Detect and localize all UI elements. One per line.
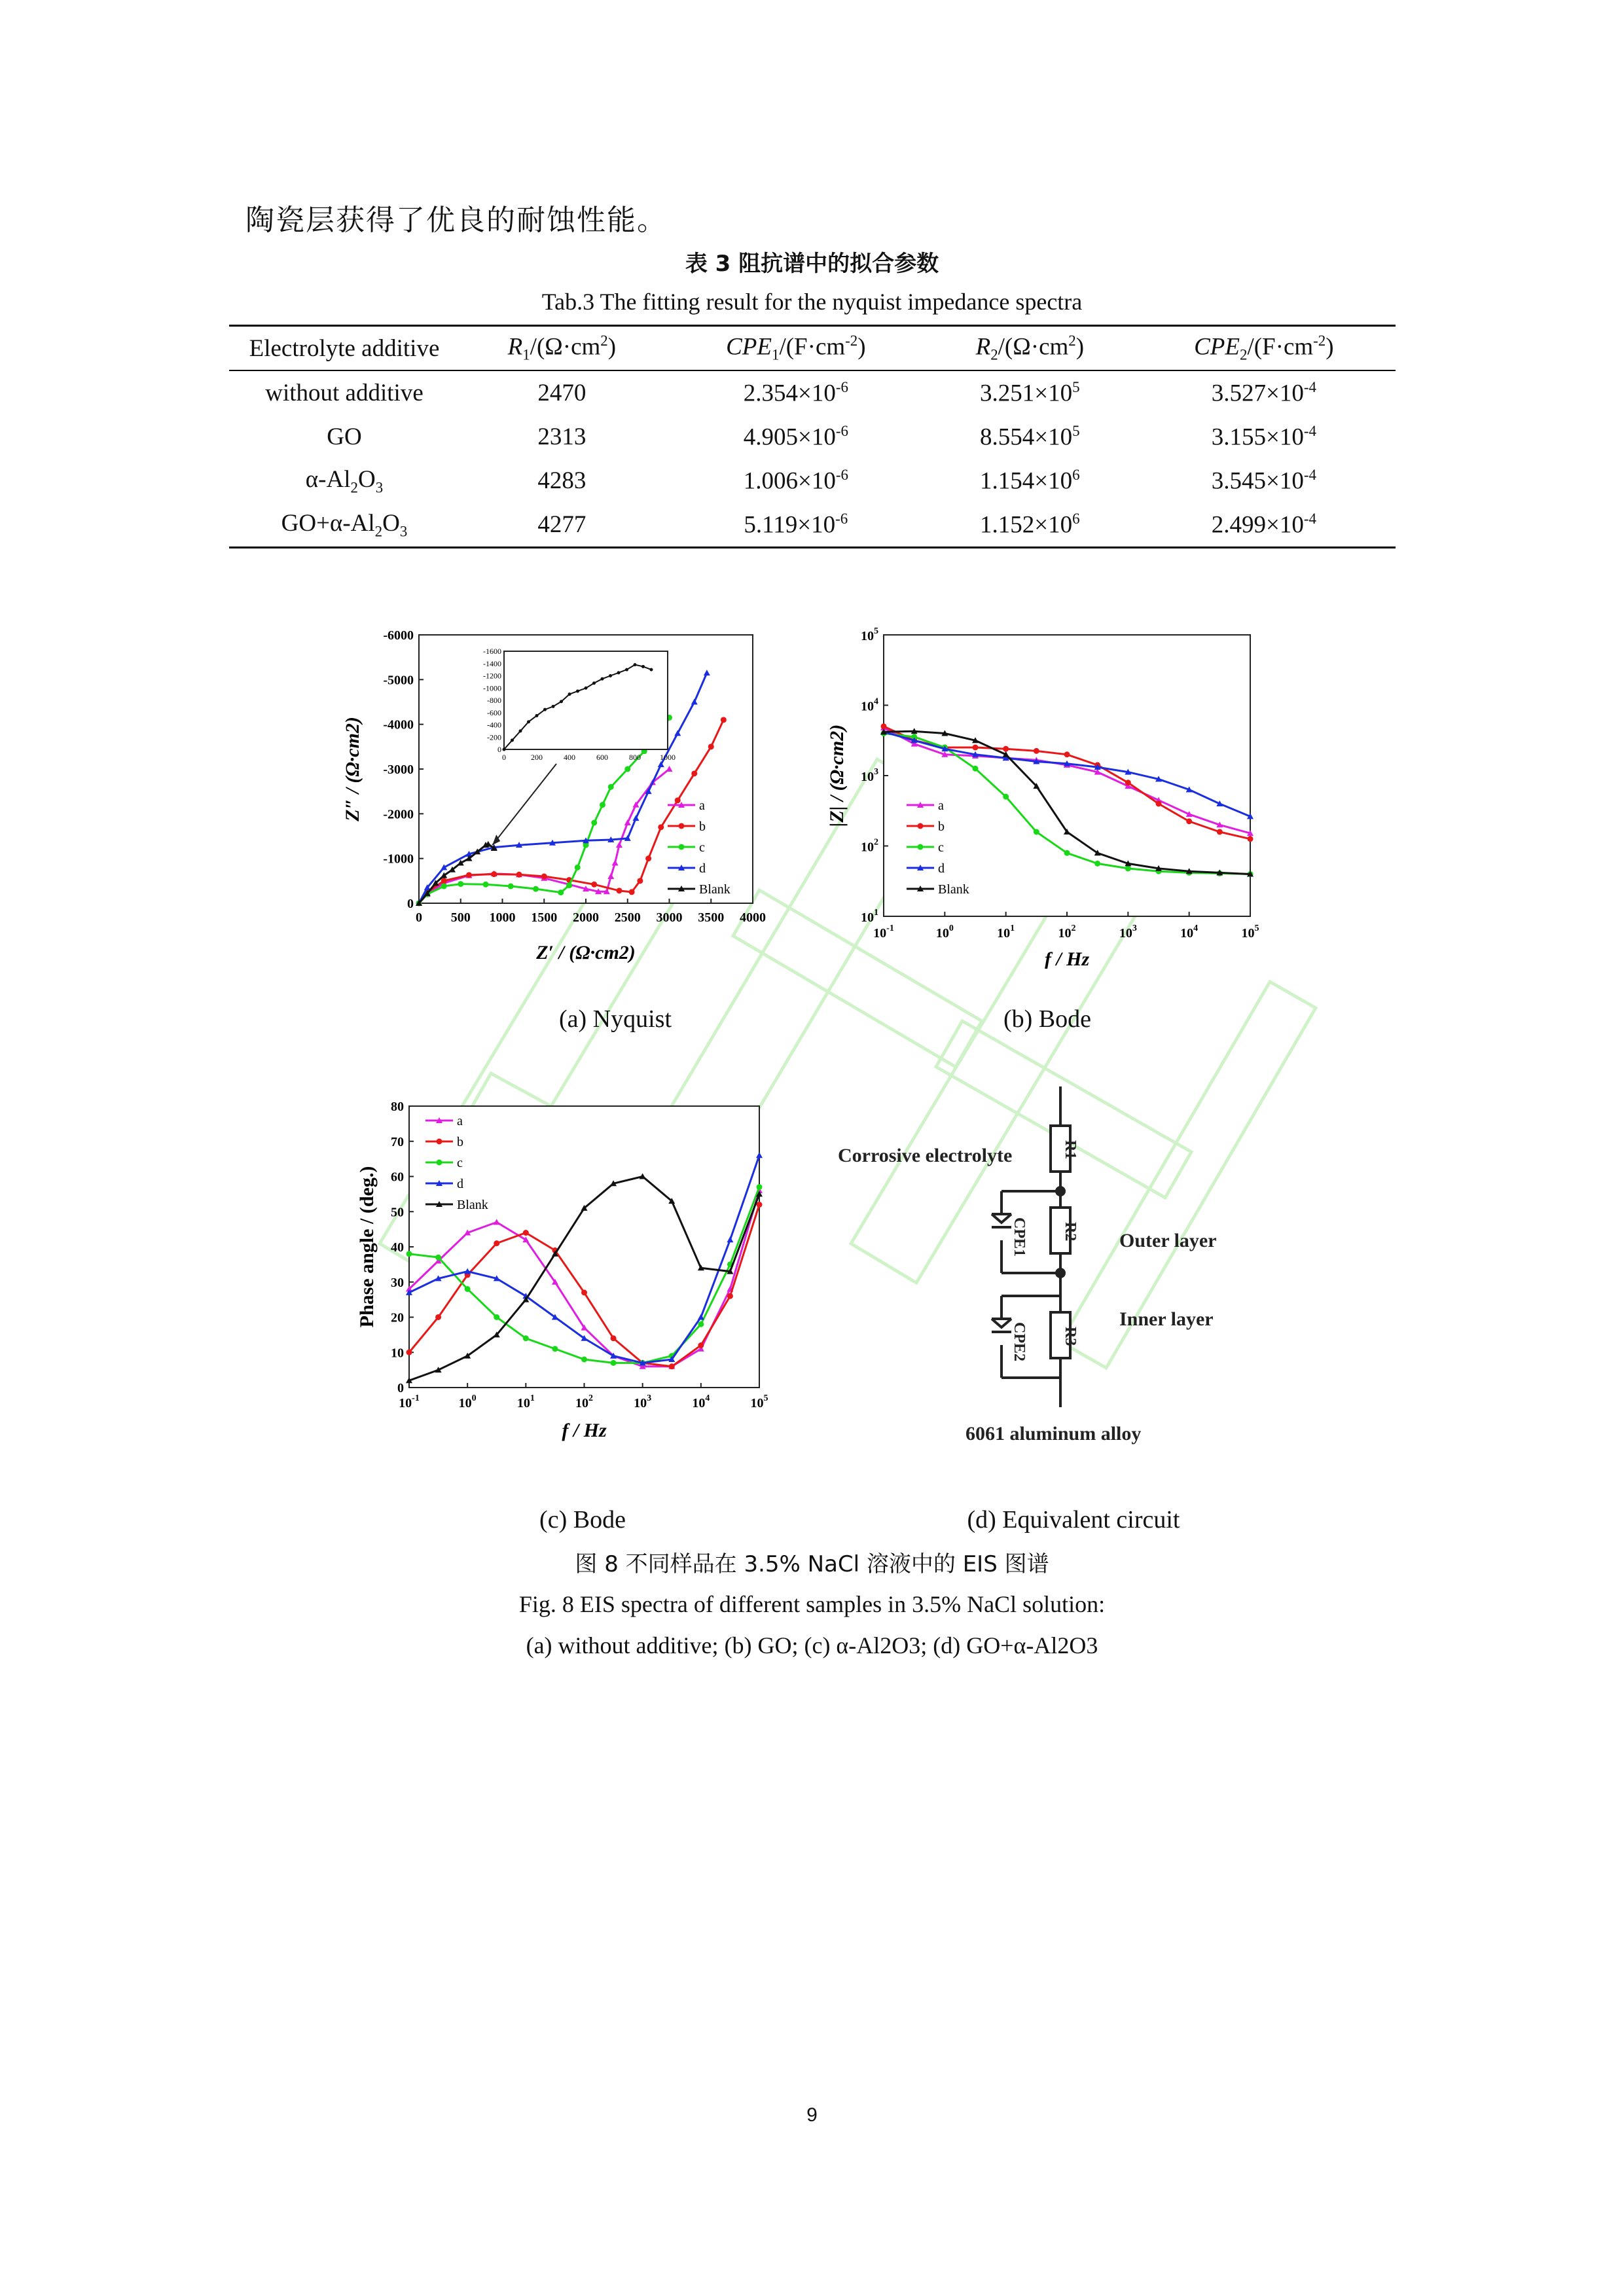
inset-y-tick-label: -1000 — [483, 683, 501, 693]
circuit-r2-label: R2 — [1062, 1222, 1079, 1242]
y-tick-label-base: 10 — [861, 910, 874, 925]
table-cell: $2.354\times 10^{-6}$ — [743, 378, 848, 407]
inset-x-tick-label: 600 — [596, 753, 608, 762]
data-point-c — [533, 886, 539, 892]
x-tick-label — [459, 1393, 477, 1410]
inset-point — [617, 671, 621, 674]
table-row — [229, 370, 1396, 415]
x-tick-label — [399, 1393, 420, 1410]
table-header-0: Electrolyte additive — [229, 326, 460, 371]
y-tick-label: -3000 — [383, 762, 414, 777]
data-point-c — [1125, 865, 1131, 871]
table-header-3: $R_2/(\Omega\cdot cm^2)$ — [928, 326, 1132, 371]
x-tick-label — [692, 1393, 710, 1410]
data-point-b — [1186, 818, 1192, 824]
y-tick-label-base: 10 — [861, 840, 874, 855]
data-point-b — [1125, 780, 1131, 785]
figure-caption-en-1: Fig. 8 EIS spectra of different samples in 3.5% NaCl solution: — [518, 1591, 1106, 1617]
data-point-c — [973, 766, 979, 772]
x-tick-label-exp: -1 — [412, 1393, 420, 1403]
data-point-c — [441, 884, 447, 889]
nyquist-chart — [327, 615, 799, 969]
inset-y-tick-label: -400 — [487, 720, 501, 730]
inset-point — [609, 674, 612, 677]
table-header-4: $CPE_2/(F\cdot cm^{-2})$ — [1132, 326, 1396, 371]
y-tick-label-exp: 5 — [874, 626, 878, 636]
data-point-c — [558, 889, 564, 895]
y-tick-label: 30 — [391, 1275, 404, 1290]
data-point-c — [600, 802, 605, 808]
x-tick-label-base: 10 — [1180, 926, 1194, 941]
y-tick-label: -5000 — [383, 673, 414, 688]
data-point-c — [552, 1346, 558, 1352]
y-tick-label — [861, 767, 878, 784]
data-point-b — [1217, 829, 1223, 835]
x-tick-label-base: 10 — [1119, 926, 1132, 941]
legend-marker-b — [918, 823, 924, 829]
legend-label-b: b — [938, 819, 945, 834]
data-point-c — [581, 1357, 587, 1363]
table-header-1: $R_1/(\Omega\cdot cm^2)$ — [460, 326, 664, 371]
data-point-b — [435, 1314, 441, 1320]
intro-text: 陶瓷层获得了优良的耐蚀性能。 — [245, 204, 667, 237]
circuit-outer-label: Outer layer — [1119, 1230, 1217, 1251]
inset-point — [601, 677, 604, 681]
inset-x-tick-label: 400 — [564, 753, 575, 762]
y-tick-label: 0 — [397, 1381, 404, 1395]
x-tick-label: 500 — [450, 910, 471, 925]
data-point-b — [441, 878, 447, 884]
x-axis-label: f / Hz — [1044, 948, 1090, 969]
x-tick-label-base: 10 — [399, 1396, 412, 1410]
data-point-b — [1248, 836, 1254, 842]
inset-point — [519, 729, 522, 732]
legend-label-c: c — [457, 1156, 463, 1170]
y-tick-label: -4000 — [383, 717, 414, 732]
x-tick-label — [873, 924, 894, 941]
x-tick-label-base: 10 — [575, 1396, 588, 1410]
table-row — [229, 503, 1396, 548]
x-tick-label — [575, 1393, 593, 1410]
x-tick-label-base: 10 — [516, 1396, 530, 1410]
inset-point — [552, 705, 555, 708]
data-point-b — [658, 824, 664, 830]
y-tick-label: 80 — [391, 1100, 404, 1114]
x-tick-label — [1180, 924, 1198, 941]
circuit-cpe2-label: CPE2 — [1011, 1322, 1028, 1361]
inset-x-tick-label: 1000 — [660, 753, 676, 762]
x-tick-label-base: 10 — [935, 926, 949, 941]
data-point-b — [669, 1363, 675, 1369]
inset-point — [592, 681, 596, 685]
bode-impedance-chart — [812, 615, 1283, 969]
inset-y-tick-label: -1400 — [483, 658, 501, 668]
inset-point — [625, 668, 628, 672]
table-cell: 2470 — [537, 380, 586, 406]
data-point-b — [494, 1240, 499, 1246]
data-point-b — [708, 744, 714, 749]
circuit-electrolyte-label: Corrosive electrolyte — [838, 1145, 1013, 1166]
y-tick-label: 0 — [407, 897, 414, 911]
table-cell: $3.545\times 10^{-4}$ — [1211, 466, 1316, 495]
y-tick-label: -1000 — [383, 852, 414, 867]
data-point-c — [611, 1360, 617, 1366]
y-tick-label: 40 — [391, 1240, 404, 1255]
x-tick-label-base: 10 — [634, 1396, 647, 1410]
legend-label-a: a — [699, 798, 705, 813]
data-point-b — [617, 888, 623, 893]
x-tick-label-base: 10 — [1241, 926, 1255, 941]
data-point-c — [591, 820, 597, 826]
x-tick-label-base: 10 — [458, 1396, 472, 1410]
inset-y-tick-label: -800 — [487, 696, 501, 705]
x-tick-label: 2500 — [614, 910, 641, 925]
y-tick-label: 20 — [391, 1310, 404, 1325]
inset-point — [585, 687, 588, 690]
equivalent-circuit — [831, 1086, 1290, 1453]
data-point-c — [608, 784, 614, 790]
table-cell: $3.155\times 10^{-4}$ — [1211, 422, 1316, 451]
data-point-c — [406, 1251, 412, 1257]
inset-point — [560, 700, 563, 703]
data-point-c — [508, 884, 514, 889]
x-tick-label: 4000 — [740, 910, 766, 925]
inset-point — [576, 689, 579, 692]
inset-point — [543, 708, 547, 711]
legend-label-d: d — [699, 861, 706, 876]
x-tick-label — [1242, 924, 1259, 941]
table-cell: $3.251\times 10^5$ — [980, 378, 1080, 407]
inset-point — [650, 668, 653, 672]
x-tick-label — [1058, 924, 1076, 941]
x-tick-label-exp: 1 — [1010, 924, 1015, 933]
inset-x-tick-label: 800 — [629, 753, 641, 762]
table-row — [229, 415, 1396, 459]
data-point-c — [624, 766, 630, 772]
table-cell: $5.119\times 10^{-6}$ — [664, 503, 928, 548]
x-axis-label: f / Hz — [562, 1420, 607, 1441]
x-tick-label — [997, 924, 1015, 941]
x-tick-label-base: 10 — [750, 1396, 764, 1410]
data-point-c — [757, 1184, 763, 1190]
inset-point — [634, 663, 637, 666]
inset-point — [641, 665, 645, 668]
table-cell: GO — [327, 423, 362, 450]
x-tick-label — [634, 1393, 651, 1410]
table-cell: $\alpha-Al_2O_3$ — [305, 465, 384, 496]
table-cell: $1.152\times 10^6$ — [928, 503, 1132, 548]
y-axis-label: |Z| / (Ω·cm2) — [826, 724, 848, 827]
data-point-b — [1003, 746, 1009, 752]
data-point-b — [581, 1289, 587, 1295]
bode-phase-chart — [347, 1086, 818, 1446]
inset-point — [535, 714, 539, 717]
data-point-b — [611, 1335, 617, 1341]
data-point-b — [881, 723, 887, 729]
legend-label-b: b — [457, 1135, 463, 1149]
circuit-r1-label: R1 — [1062, 1140, 1079, 1160]
data-point-c — [523, 1335, 529, 1341]
x-axis-label: Z′ / (Ω·cm2) — [536, 942, 636, 963]
data-point-c — [1034, 829, 1039, 835]
x-tick-label-exp: 2 — [588, 1393, 593, 1403]
circuit-r3-label: R3 — [1062, 1327, 1079, 1346]
circuit-cpe1-label: CPE1 — [1011, 1217, 1028, 1257]
x-tick-label-exp: 1 — [530, 1393, 535, 1403]
x-tick-label: 2000 — [573, 910, 599, 925]
table-row — [229, 459, 1396, 503]
x-tick-label-exp: 3 — [1132, 924, 1137, 933]
inset-y-tick-label: -1200 — [483, 671, 501, 681]
y-tick-label — [861, 838, 878, 855]
y-axis-label: Z″ / (Ω·cm2) — [342, 717, 363, 821]
legend-marker-b — [437, 1139, 442, 1145]
data-point-c — [458, 881, 463, 887]
data-point-c — [483, 882, 489, 888]
inset-point — [568, 692, 571, 696]
data-point-b — [727, 1293, 733, 1299]
x-tick-label — [751, 1393, 768, 1410]
y-tick-label-exp: 2 — [874, 837, 878, 848]
data-point-b — [1064, 751, 1070, 757]
y-tick-label-exp: 3 — [874, 767, 878, 777]
table-caption-en: Tab.3 The fitting result for the nyquist impedance spectra — [541, 289, 1083, 315]
table-body — [229, 370, 1396, 548]
legend-label-Blank: Blank — [457, 1198, 488, 1212]
figure-caption-zh: 图 8 不同样品在 3.5% NaCl 溶液中的 EIS 图谱 — [575, 1551, 1049, 1577]
data-point-b — [591, 882, 597, 888]
data-point-b — [1034, 748, 1039, 754]
x-tick-label-base: 10 — [1058, 926, 1072, 941]
y-tick-label: 10 — [391, 1346, 404, 1361]
x-tick-label — [517, 1393, 535, 1410]
inset-y-tick-label: 0 — [497, 745, 501, 754]
data-point-b — [973, 745, 979, 751]
y-tick-label: 60 — [391, 1170, 404, 1185]
legend-label-c: c — [938, 840, 944, 855]
inset-point — [511, 738, 514, 742]
x-tick-label-exp: 2 — [1071, 924, 1076, 933]
x-tick-label: 1000 — [489, 910, 516, 925]
legend-marker-c — [437, 1160, 442, 1166]
data-point-b — [698, 1342, 704, 1348]
data-point-c — [1003, 794, 1009, 800]
y-tick-label: 70 — [391, 1134, 404, 1149]
x-tick-label-exp: 3 — [647, 1393, 652, 1403]
data-point-b — [523, 1230, 529, 1236]
data-point-b — [541, 874, 547, 880]
y-tick-label-exp: 4 — [874, 696, 878, 707]
panel-label-d: (d) Equivalent circuit — [967, 1506, 1180, 1534]
table-caption-zh: 表 3 阻抗谱中的拟合参数 — [685, 251, 939, 277]
data-point-c — [435, 1255, 441, 1261]
data-point-c — [494, 1314, 499, 1320]
legend-label-d: d — [938, 861, 945, 876]
inset-y-tick-label: -1600 — [483, 647, 501, 656]
legend-label-c: c — [699, 840, 705, 855]
table-cell: $8.554\times 10^5$ — [980, 422, 1080, 451]
inset-point — [503, 748, 506, 751]
figure-caption-en-2: (a) without additive; (b) GO; (c) α-Al2O3; (d) GO+α-Al2O3 — [526, 1632, 1098, 1659]
data-point-b — [516, 872, 522, 878]
data-point-c — [575, 865, 581, 870]
data-point-b — [466, 872, 472, 878]
fitting-table — [229, 325, 1396, 548]
table-cell: $GO+\alpha-Al_2O_3$ — [229, 503, 460, 548]
inset-point — [527, 720, 530, 723]
panel-label-a: (a) Nyquist — [558, 1005, 672, 1033]
y-tick-label: -2000 — [383, 807, 414, 822]
x-tick-label — [1119, 924, 1137, 941]
data-point-c — [1094, 861, 1100, 867]
data-point-b — [406, 1350, 412, 1355]
x-tick-label-exp: 5 — [1254, 924, 1259, 933]
x-tick-label-base: 10 — [873, 926, 887, 941]
legend-label-Blank: Blank — [699, 882, 731, 897]
legend-label-d: d — [457, 1177, 463, 1191]
x-tick-label-exp: 0 — [471, 1393, 477, 1403]
panel-label-c: (c) Bode — [539, 1506, 626, 1534]
legend-label-Blank: Blank — [938, 882, 969, 897]
inset-y-tick-label: -200 — [487, 732, 501, 742]
data-point-b — [675, 797, 681, 803]
data-point-b — [645, 855, 651, 861]
x-tick-label — [936, 924, 954, 941]
data-point-c — [566, 882, 572, 888]
data-point-b — [691, 770, 697, 776]
y-tick-label: -6000 — [383, 628, 414, 643]
table-cell: $3.527\times 10^{-4}$ — [1211, 378, 1316, 407]
y-tick-label-exp: 1 — [874, 908, 878, 918]
data-point-b — [491, 871, 497, 877]
data-point-c — [698, 1321, 704, 1327]
x-tick-label: 3000 — [656, 910, 683, 925]
circuit-substrate-label: 6061 aluminum alloy — [965, 1423, 1142, 1444]
x-tick-label-exp: 4 — [705, 1393, 710, 1403]
table-cell: 4277 — [460, 503, 664, 548]
data-point-b — [637, 878, 643, 884]
legend-label-a: a — [457, 1114, 463, 1128]
legend-marker-c — [679, 844, 685, 850]
table-cell: 4283 — [537, 467, 586, 494]
table-header-row — [229, 326, 1396, 371]
inset-y-tick-label: -600 — [487, 708, 501, 717]
x-tick-label-exp: -1 — [886, 924, 894, 933]
data-point-c — [1064, 850, 1070, 856]
x-tick-label: 3500 — [698, 910, 725, 925]
table-cell: $1.154\times 10^6$ — [980, 466, 1080, 495]
table-cell: $1.006\times 10^{-6}$ — [743, 466, 848, 495]
legend-marker-c — [918, 844, 924, 850]
table-cell: $2.499\times 10^{-4}$ — [1132, 503, 1396, 548]
x-tick-label-exp: 4 — [1193, 924, 1199, 933]
y-tick-label-base: 10 — [861, 629, 874, 643]
x-tick-label-exp: 0 — [948, 924, 954, 933]
y-tick-label — [861, 626, 878, 643]
data-point-b — [1156, 801, 1162, 807]
data-point-b — [629, 889, 635, 895]
inset-x-tick-label: 0 — [502, 753, 506, 762]
x-tick-label: 0 — [416, 910, 422, 925]
inset-x-tick-label: 200 — [531, 753, 543, 762]
x-tick-label: 1500 — [531, 910, 558, 925]
x-tick-label-exp: 5 — [763, 1393, 768, 1403]
y-tick-label — [861, 908, 878, 925]
data-point-c — [465, 1286, 471, 1292]
data-point-b — [757, 1202, 763, 1208]
table-cell: without additive — [265, 380, 424, 406]
table-header-2: $CPE_1/(F\cdot cm^{-2})$ — [664, 326, 928, 371]
y-tick-label — [861, 697, 878, 714]
x-tick-label-base: 10 — [692, 1396, 706, 1410]
y-tick-label-base: 10 — [861, 770, 874, 784]
table-cell: 2313 — [537, 423, 586, 450]
y-tick-label: 50 — [391, 1205, 404, 1220]
y-tick-label-base: 10 — [861, 699, 874, 714]
table-cell: $4.905\times 10^{-6}$ — [743, 422, 848, 451]
legend-label-a: a — [938, 798, 944, 813]
panel-label-b: (b) Bode — [1003, 1005, 1092, 1033]
page-number: 9 — [806, 2104, 818, 2126]
legend-marker-b — [679, 823, 685, 829]
data-point-b — [721, 717, 727, 723]
y-axis-label: Phase angle / (deg.) — [356, 1166, 378, 1328]
legend-label-b: b — [699, 819, 706, 834]
x-tick-label-base: 10 — [997, 926, 1011, 941]
circuit-inner-label: Inner layer — [1119, 1308, 1214, 1330]
